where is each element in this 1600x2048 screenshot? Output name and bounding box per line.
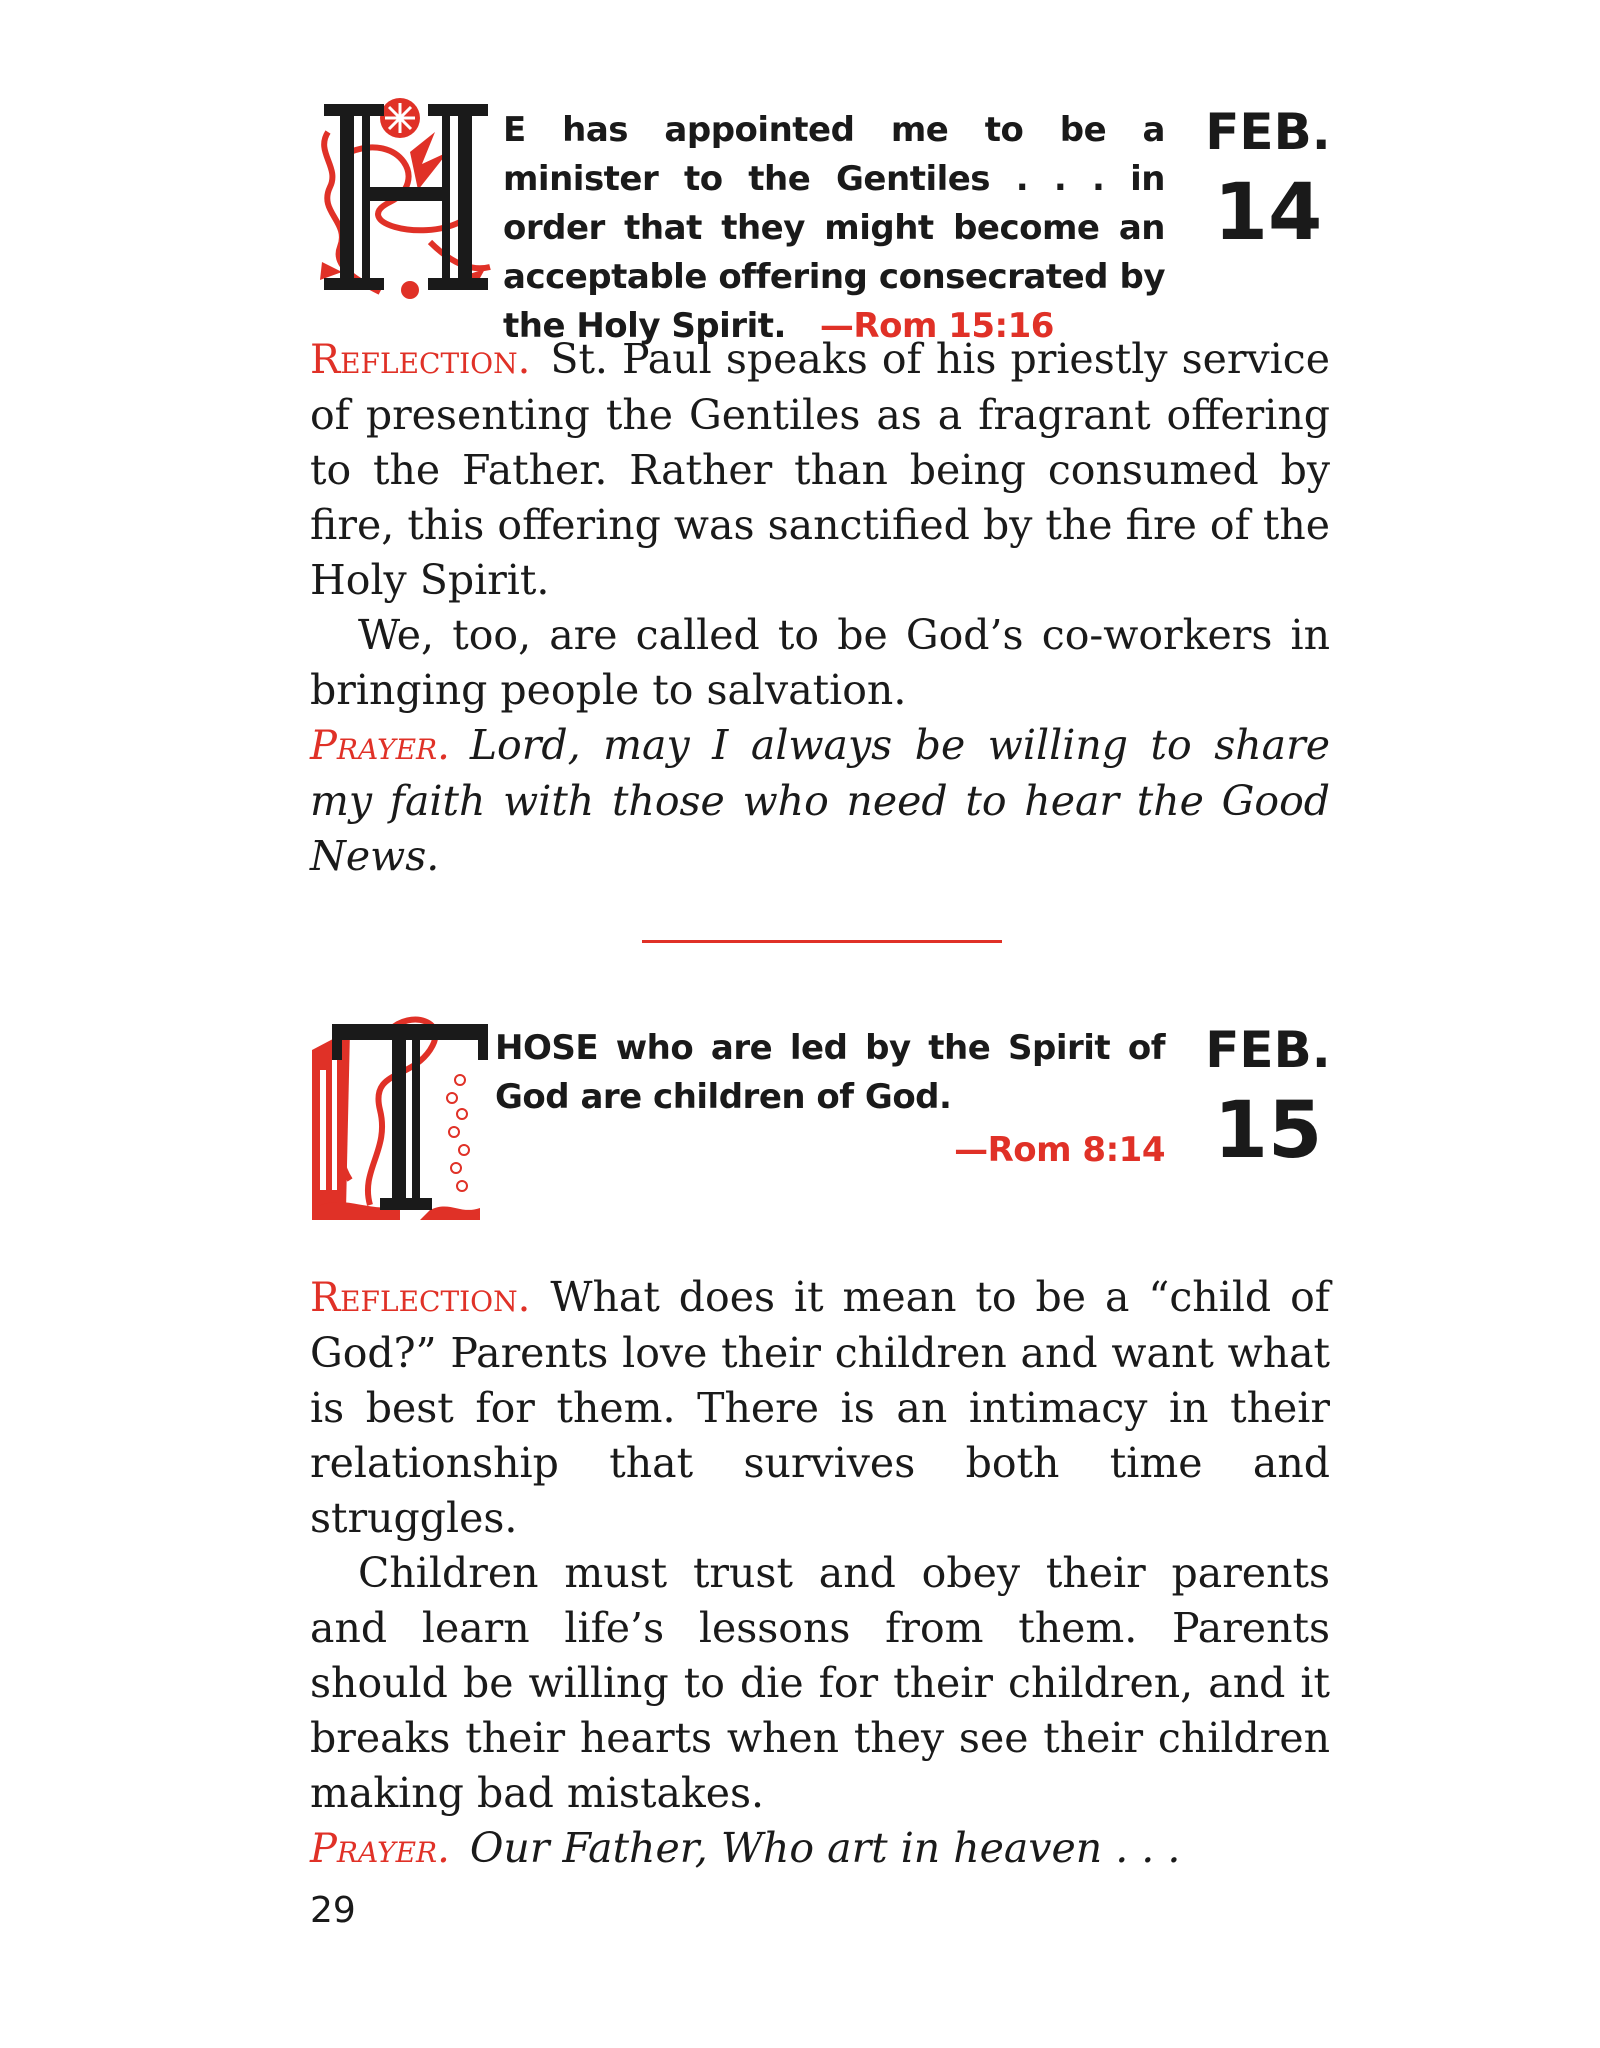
entry-body xyxy=(310,1270,1330,1877)
verse-text: HOSE who are led by the Spirit of God are children of God. xyxy=(495,1028,1165,1117)
prayer-label: Prayer. xyxy=(310,1826,450,1872)
reflection-paragraph xyxy=(310,332,1330,608)
prayer-text: Our Father, Who art in heaven . . . xyxy=(469,1824,1181,1872)
verse-text: E has appointed me to be a minister to the Gentiles . . . in order that they might become an acceptable offering consecrated by the Holy Spirit. xyxy=(503,110,1165,346)
reflection-paragraph: Children must trust and obey their parents and learn life’s lessons from them. Parents should be willing to die for their children, and it breaks their hearts when they see their children making bad mistakes. xyxy=(310,1549,1330,1817)
reflection-text: St. Paul speaks of his priestly service of presenting the Gentiles as a fragrant offering to the Father. Rather than being consumed by fire, this offering was sanctified by the fire of the Holy Spirit. xyxy=(310,335,1330,604)
entry-divider xyxy=(642,940,1002,943)
date-day: 15 xyxy=(1213,1086,1323,1176)
reflection-text: What does it mean to be a “child of God?” Parents love their children and want what is best for them. There is an intimacy in their relationship that survives both time and struggles. xyxy=(310,1273,1330,1542)
date-badge xyxy=(1188,1020,1348,1176)
reflection-label: Reflection. xyxy=(310,337,531,383)
date-month: FEB. xyxy=(1205,1021,1331,1079)
prayer-paragraph xyxy=(310,718,1330,884)
entry-header xyxy=(310,1010,1330,1250)
prayer-label: Prayer. xyxy=(310,723,450,769)
prayer-text: Lord, may I always be willing to share my faith with those who need to hear the Good News. xyxy=(310,721,1330,880)
reflection-paragraph xyxy=(310,1270,1330,1546)
verse-reference: —Rom 8:14 xyxy=(954,1130,1165,1170)
date-day: 14 xyxy=(1213,168,1323,258)
date-badge xyxy=(1188,102,1348,258)
illuminated-dropcap-t xyxy=(310,1010,500,1220)
scripture-verse xyxy=(503,106,1165,351)
entry-feb-15 xyxy=(310,1010,1330,1877)
verse-reference: —Rom 15:16 xyxy=(819,306,1054,346)
reflection-paragraph: We, too, are called to be God’s co-workers in bringing people to salvation. xyxy=(310,611,1330,714)
reflection-label: Reflection. xyxy=(310,1275,531,1321)
scripture-verse xyxy=(495,1024,1165,1175)
entry-feb-14 xyxy=(310,92,1330,884)
entry-body xyxy=(310,332,1330,884)
prayer-paragraph xyxy=(310,1821,1330,1877)
page-number: 29 xyxy=(310,1890,356,1931)
date-month: FEB. xyxy=(1205,103,1331,161)
illuminated-dropcap-h xyxy=(310,92,500,302)
entry-header xyxy=(310,92,1331,346)
